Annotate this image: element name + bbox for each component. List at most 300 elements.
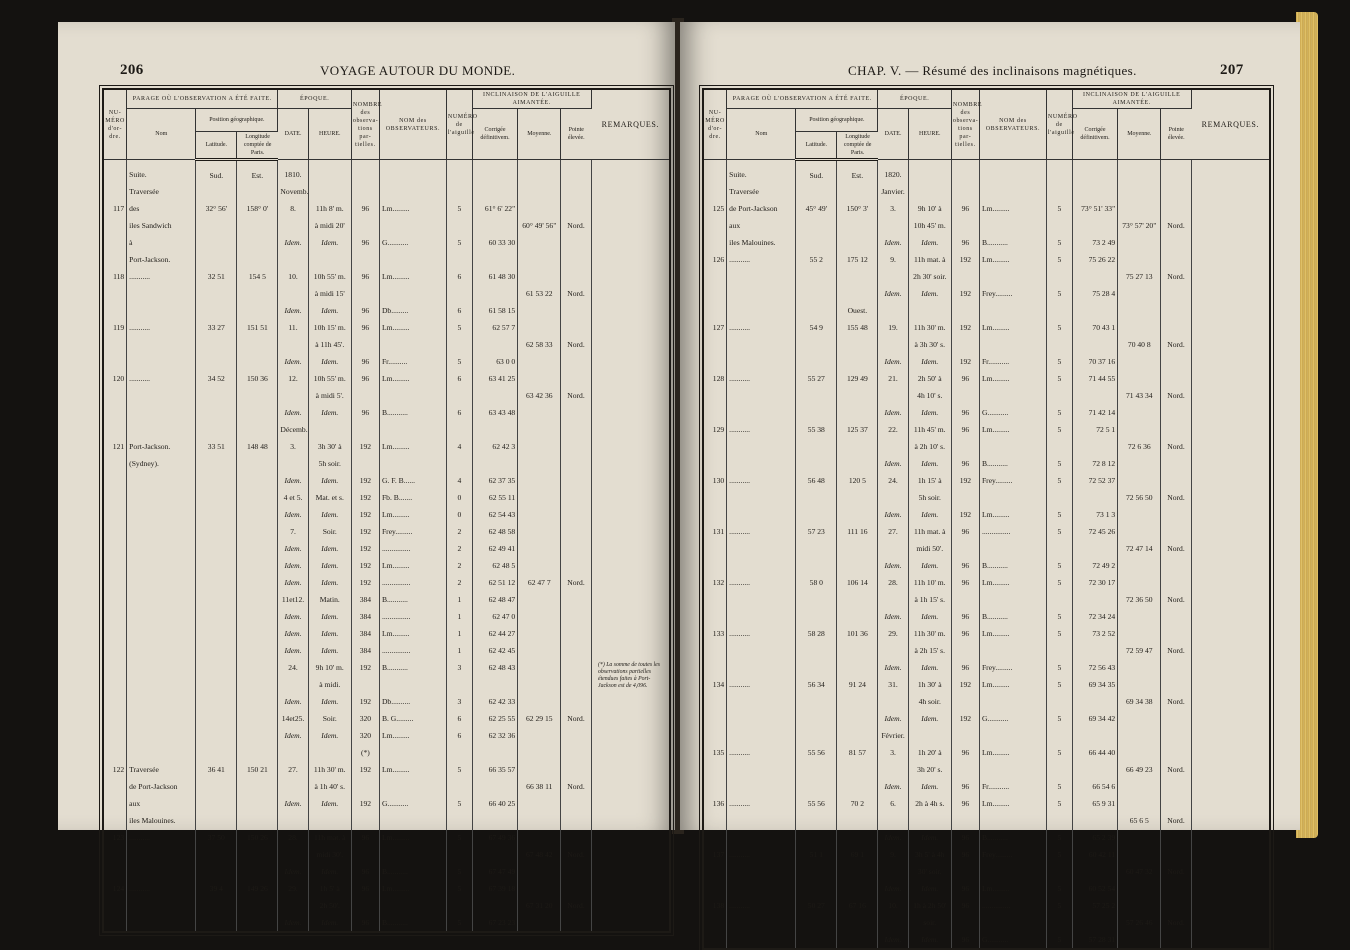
cell-lon <box>237 353 278 370</box>
cell-remarques <box>1191 302 1269 319</box>
cell-lat <box>796 455 837 472</box>
table-row <box>104 761 669 778</box>
cell-lat <box>796 387 837 404</box>
cell-corr: 72 52 37 <box>1072 472 1117 489</box>
cell-heure: Idem. <box>308 302 351 319</box>
cell-obs <box>979 387 1046 404</box>
cell-pointe <box>561 160 591 184</box>
cell-date <box>278 744 308 761</box>
cell-lat <box>196 353 237 370</box>
table-row <box>104 659 669 676</box>
cell-nb: 192 <box>351 557 379 574</box>
cell-remarques <box>1191 370 1269 387</box>
cell-moy: 66 49 23 <box>1118 761 1161 778</box>
cell-date <box>278 251 308 268</box>
cell-loc: ........... <box>727 676 796 693</box>
cell-n <box>704 659 727 676</box>
table-row <box>704 863 1269 880</box>
cell-nb <box>351 285 379 302</box>
cell-date: 31. <box>878 676 908 693</box>
cell-remarques <box>1191 506 1269 523</box>
cell-aig: 5 <box>1046 370 1072 387</box>
cell-n <box>704 880 727 897</box>
cell-moy: 70 40 8 <box>1118 336 1161 353</box>
cell-n <box>704 540 727 557</box>
cell-moy: 62 29 15 <box>518 710 561 727</box>
cell-pointe <box>561 523 591 540</box>
cell-aig: 0 <box>446 489 472 506</box>
cell-corr: 61° 6' 22" <box>472 200 517 217</box>
cell-aig: 5 <box>446 234 472 251</box>
cell-loc: ........... <box>127 370 196 387</box>
cell-aig <box>1046 642 1072 659</box>
cell-n <box>104 693 127 710</box>
cell-corr: 73° 51' 33" <box>1072 200 1117 217</box>
cell-moy: 72 36 50 <box>1118 591 1161 608</box>
cell-nb: 96 <box>951 523 979 540</box>
cell-nb: 96 <box>951 455 979 472</box>
cell-obs: G........... <box>379 234 446 251</box>
cell-moy <box>518 160 561 184</box>
cell-remarques <box>591 880 669 897</box>
cell-lat: 55 2 <box>796 251 837 268</box>
table-row <box>704 234 1269 251</box>
cell-heure: Idem. <box>908 778 951 795</box>
cell-nb <box>951 489 979 506</box>
cell-pointe <box>561 251 591 268</box>
cell-corr: 61 48 30 <box>472 268 517 285</box>
table-row <box>104 251 669 268</box>
cell-n <box>704 608 727 625</box>
cell-loc: de Port-Jackson <box>727 200 796 217</box>
cell-aig: 5 <box>1046 846 1072 863</box>
left-page-title: VOYAGE AUTOUR DU MONDE. <box>320 63 516 78</box>
cell-lon: 129 49 <box>837 370 878 387</box>
cell-obs <box>979 693 1046 710</box>
cell-remarques <box>591 523 669 540</box>
cell-lon: 151 51 <box>237 319 278 336</box>
cell-lon <box>237 540 278 557</box>
cell-aig: 5 <box>1046 472 1072 489</box>
cell-nb <box>351 455 379 472</box>
table-row <box>104 778 669 795</box>
cell-lon: Est. <box>237 160 278 184</box>
cell-lat <box>796 404 837 421</box>
cell-corr: 60 52 54 <box>1072 880 1117 897</box>
table-row <box>704 489 1269 506</box>
cell-corr: 73 1 3 <box>1072 506 1117 523</box>
table-row <box>704 591 1269 608</box>
cell-heure: 3h 30' à <box>308 438 351 455</box>
cell-pointe <box>561 268 591 285</box>
cell-heure: 9h 10' m. <box>308 659 351 676</box>
cell-aig: 1 <box>446 642 472 659</box>
cell-nb <box>351 676 379 693</box>
cell-nb: 192 <box>351 523 379 540</box>
cell-lat <box>796 302 837 319</box>
cell-n <box>704 863 727 880</box>
cell-remarques <box>591 846 669 863</box>
cell-lat <box>196 506 237 523</box>
cell-lon: 150 26 <box>237 829 278 846</box>
cell-remarques <box>1191 608 1269 625</box>
cell-remarques <box>1191 353 1269 370</box>
cell-n: 124 <box>104 880 127 897</box>
cell-corr <box>472 285 517 302</box>
cell-loc: ........... <box>127 268 196 285</box>
cell-aig <box>1046 693 1072 710</box>
cell-aig: 5 <box>1046 710 1072 727</box>
cell-n <box>704 489 727 506</box>
cell-moy <box>1118 285 1161 302</box>
cell-corr <box>472 421 517 438</box>
cell-aig <box>1046 540 1072 557</box>
cell-lon <box>237 251 278 268</box>
cell-date <box>278 846 308 863</box>
cell-heure: Idem. <box>308 914 351 931</box>
cell-moy: 65 6 5 <box>1118 812 1161 829</box>
cell-moy <box>518 812 561 829</box>
cell-obs <box>979 302 1046 319</box>
cell-lat <box>196 387 237 404</box>
cell-lat: 37 50 <box>196 829 237 846</box>
cell-pointe <box>1161 251 1191 268</box>
cell-heure: à midi 5'. <box>308 387 351 404</box>
table-row <box>104 455 669 472</box>
cell-loc: aux <box>727 217 796 234</box>
cell-moy: 62 58 33 <box>518 336 561 353</box>
cell-corr: 63 43 48 <box>472 404 517 421</box>
cell-lon: 81 57 <box>837 744 878 761</box>
cell-nb: 192 <box>951 251 979 268</box>
cell-lat <box>196 812 237 829</box>
col-pointe: Pointe élevée. <box>1161 109 1191 160</box>
cell-nb <box>351 812 379 829</box>
cell-pointe <box>561 200 591 217</box>
table-row <box>704 642 1269 659</box>
cell-lon <box>237 863 278 880</box>
cell-obs: B........... <box>979 608 1046 625</box>
cell-n <box>104 251 127 268</box>
cell-aig: 4 <box>446 438 472 455</box>
cell-pointe <box>561 540 591 557</box>
cell-lon <box>837 608 878 625</box>
cell-pointe: Nord. <box>1161 489 1191 506</box>
cell-nb <box>351 387 379 404</box>
cell-obs: B........... <box>979 557 1046 574</box>
left-page <box>58 22 675 927</box>
cell-corr: 62 25 55 <box>472 710 517 727</box>
cell-obs <box>979 217 1046 234</box>
col-latitude: Latitude. <box>796 132 837 160</box>
cell-nb: 96 <box>351 880 379 897</box>
cell-date: 9. <box>878 846 908 863</box>
cell-pointe <box>1161 160 1191 184</box>
cell-lon <box>237 659 278 676</box>
cell-loc <box>127 336 196 353</box>
cell-obs <box>379 778 446 795</box>
table-row <box>104 200 669 217</box>
cell-moy <box>518 472 561 489</box>
cell-obs: Lm......... <box>979 421 1046 438</box>
cell-heure: 11h mat. à <box>908 523 951 540</box>
cell-heure: 10h 55' m. <box>308 268 351 285</box>
cell-loc: ........... <box>727 574 796 591</box>
cell-date <box>878 914 908 931</box>
cell-nb: 96 <box>351 319 379 336</box>
cell-nb <box>951 387 979 404</box>
cell-aig: 5 <box>1046 353 1072 370</box>
cell-obs <box>979 914 1046 931</box>
cell-lat <box>196 744 237 761</box>
cell-nb: 192 <box>351 540 379 557</box>
cell-aig: 6 <box>446 727 472 744</box>
cell-n: 131 <box>704 523 727 540</box>
cell-obs <box>379 676 446 693</box>
cell-n <box>704 234 727 251</box>
cell-loc: ........... <box>727 319 796 336</box>
cell-remarques <box>591 489 669 506</box>
cell-n <box>104 897 127 914</box>
cell-remarques <box>1191 727 1269 744</box>
cell-remarques <box>1191 761 1269 778</box>
cell-loc: ........... <box>727 846 796 863</box>
cell-n <box>104 421 127 438</box>
cell-loc <box>727 727 796 744</box>
cell-pointe <box>561 302 591 319</box>
cell-corr: 57 28 31 <box>1072 931 1117 948</box>
cell-obs: Lm......... <box>979 319 1046 336</box>
cell-corr: 66 44 40 <box>1072 744 1117 761</box>
cell-corr <box>1072 642 1117 659</box>
cell-lon <box>237 217 278 234</box>
cell-obs: ............... <box>379 608 446 625</box>
cell-heure: 5h soir. <box>908 489 951 506</box>
table-row <box>104 506 669 523</box>
cell-pointe: Nord. <box>561 846 591 863</box>
cell-obs: Db......... <box>379 302 446 319</box>
cell-remarques <box>591 455 669 472</box>
cell-heure: Idem. <box>908 829 951 846</box>
cell-moy <box>518 625 561 642</box>
cell-lon <box>837 268 878 285</box>
cell-date: 28. <box>878 574 908 591</box>
cell-aig <box>1046 914 1072 931</box>
cell-pointe <box>561 506 591 523</box>
cell-remarques <box>1191 897 1269 914</box>
cell-heure <box>908 812 951 829</box>
table-row <box>104 217 669 234</box>
cell-aig <box>446 183 472 200</box>
cell-loc <box>127 540 196 557</box>
cell-lat <box>196 302 237 319</box>
cell-obs: Lm......... <box>979 370 1046 387</box>
cell-loc <box>727 829 796 846</box>
cell-heure: à 11h 45'. <box>308 336 351 353</box>
cell-heure: Idem. <box>308 642 351 659</box>
table-row <box>104 897 669 914</box>
cell-heure: 1h à 2h 50' <box>908 897 951 914</box>
cell-loc <box>127 608 196 625</box>
cell-loc <box>727 914 796 931</box>
cell-pointe: Nord. <box>561 897 591 914</box>
cell-date: 8. <box>278 200 308 217</box>
cell-date: 28. <box>278 829 308 846</box>
cell-lat <box>196 421 237 438</box>
cell-lon: 67 16 <box>837 897 878 914</box>
cell-date <box>878 438 908 455</box>
cell-corr <box>472 160 517 184</box>
cell-date: Idem. <box>878 608 908 625</box>
cell-remarques <box>1191 438 1269 455</box>
cell-loc <box>127 642 196 659</box>
cell-moy: 67 48 42 <box>518 846 561 863</box>
left-footnote: (*) La somme de toutes les observations partielles étendues faites à Port-Jackson est de 4,096. <box>598 662 660 689</box>
cell-nb: 192 <box>351 761 379 778</box>
cell-date: 1810. <box>278 160 308 184</box>
cell-heure <box>308 183 351 200</box>
table-row <box>704 353 1269 370</box>
table-row <box>104 846 669 863</box>
cell-loc <box>727 863 796 880</box>
cell-nb: 384 <box>351 591 379 608</box>
cell-pointe <box>561 489 591 506</box>
cell-remarques <box>1191 404 1269 421</box>
cell-pointe <box>1161 404 1191 421</box>
cell-heure: à midi. <box>308 676 351 693</box>
cell-lat <box>196 591 237 608</box>
cell-lat <box>196 574 237 591</box>
cell-lat: 55 27 <box>796 370 837 387</box>
cell-date: Idem. <box>278 472 308 489</box>
cell-pointe <box>561 727 591 744</box>
cell-aig: 0 <box>446 506 472 523</box>
table-row <box>104 812 669 829</box>
cell-remarques <box>591 285 669 302</box>
cell-date: 3. <box>878 200 908 217</box>
cell-remarques <box>1191 795 1269 812</box>
cell-date: Idem. <box>878 880 908 897</box>
cell-corr: 65 2 39 <box>1072 829 1117 846</box>
cell-n <box>104 744 127 761</box>
cell-heure: Idem. <box>908 880 951 897</box>
cell-n: 137 <box>704 846 727 863</box>
cell-corr: 72 30 17 <box>1072 574 1117 591</box>
cell-aig: 5 <box>446 795 472 812</box>
cell-aig: 1 <box>446 625 472 642</box>
cell-date <box>278 455 308 472</box>
cell-heure <box>908 160 951 184</box>
cell-aig: 5 <box>1046 506 1072 523</box>
cell-moy <box>1118 557 1161 574</box>
cell-date: Idem. <box>278 574 308 591</box>
cell-moy <box>1118 523 1161 540</box>
cell-heure: 11h 45' m. <box>908 421 951 438</box>
cell-moy <box>518 370 561 387</box>
cell-nb <box>951 302 979 319</box>
cell-date: Idem. <box>278 404 308 421</box>
cell-heure: Idem. <box>308 863 351 880</box>
cell-heure: Mat. et s. <box>308 489 351 506</box>
cell-obs: ............... <box>379 642 446 659</box>
cell-loc <box>127 625 196 642</box>
cell-nb <box>951 336 979 353</box>
cell-pointe: Nord. <box>1161 387 1191 404</box>
cell-lat: 57 23 <box>796 523 837 540</box>
cell-moy <box>518 727 561 744</box>
cell-obs <box>379 217 446 234</box>
cell-corr <box>1072 160 1117 184</box>
col-remarques: REMARQUES. <box>591 90 669 160</box>
cell-loc <box>727 710 796 727</box>
cell-aig: 6 <box>446 302 472 319</box>
cell-moy <box>1118 744 1161 761</box>
cell-remarques <box>1191 387 1269 404</box>
cell-corr: 62 48 43 <box>472 659 517 676</box>
cell-lat <box>796 608 837 625</box>
cell-date: 9. <box>878 251 908 268</box>
cell-heure: à 3h 30' s. <box>908 336 951 353</box>
cell-obs: Lm......... <box>979 506 1046 523</box>
cell-loc <box>727 591 796 608</box>
cell-date <box>878 761 908 778</box>
cell-pointe <box>1161 676 1191 693</box>
cell-pointe: Nord. <box>561 778 591 795</box>
cell-n <box>704 812 727 829</box>
cell-remarques <box>1191 319 1269 336</box>
cell-date: Idem. <box>278 625 308 642</box>
cell-date: Idem. <box>878 506 908 523</box>
cell-nb <box>951 863 979 880</box>
cell-pointe <box>1161 744 1191 761</box>
cell-heure: 4h 10' s. <box>908 387 951 404</box>
cell-lon <box>237 676 278 693</box>
col-date: DATE. <box>278 109 308 160</box>
cell-remarques <box>1191 642 1269 659</box>
cell-lon: 150 36 <box>237 370 278 387</box>
col-numero: NU-MÉRO d'or-dre. <box>104 90 127 160</box>
cell-n <box>704 455 727 472</box>
col-position: Position géographique. <box>796 109 878 132</box>
cell-aig <box>1046 160 1072 184</box>
table-row <box>704 268 1269 285</box>
cell-obs: Lm......... <box>379 727 446 744</box>
cell-remarques <box>1191 693 1269 710</box>
cell-obs: B........... <box>379 914 446 931</box>
cell-heure <box>308 812 351 829</box>
cell-n <box>104 659 127 676</box>
cell-lon <box>237 591 278 608</box>
cell-loc <box>727 778 796 795</box>
cell-date: 10. <box>278 268 308 285</box>
cell-obs: Lm......... <box>379 438 446 455</box>
cell-lon <box>837 778 878 795</box>
cell-moy <box>518 251 561 268</box>
cell-loc: Suite. <box>727 160 796 184</box>
cell-obs: ............... <box>379 540 446 557</box>
cell-nb: 320 <box>351 710 379 727</box>
cell-moy: 66 38 11 <box>518 778 561 795</box>
cell-moy: 67 31 20 <box>518 897 561 914</box>
cell-lat <box>796 268 837 285</box>
cell-remarques <box>591 574 669 591</box>
cell-loc <box>127 914 196 931</box>
cell-obs: Lm......... <box>979 251 1046 268</box>
cell-heure: Idem. <box>908 285 951 302</box>
cell-lat: 32° 56' <box>196 200 237 217</box>
left-table-body <box>104 160 669 932</box>
cell-remarques <box>591 897 669 914</box>
